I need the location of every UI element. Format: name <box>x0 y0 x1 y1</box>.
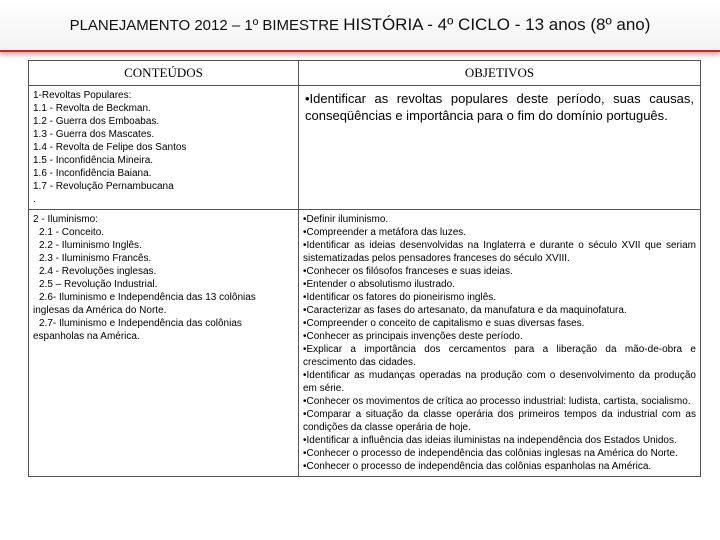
content-line: 1.5 - Inconfidência Mineira. <box>33 155 154 166</box>
page-title-part2: HISTÓRIA - 4º CICLO - 13 anos (8º ano) <box>343 15 651 34</box>
objective-line: •Identificar as revoltas populares deste período, suas causas, conseqüências e importância para o fim do domínio português. <box>305 91 694 123</box>
objective-line: •Identificar as mudanças operadas na produção com o desenvolvimento da produção em série. <box>303 370 696 394</box>
content-line: 1.7 - Revolução Pernambucana <box>33 181 174 192</box>
objectives-cell <box>299 86 701 210</box>
objective-line: •Identificar os fatores do pioneirismo inglês. <box>303 292 497 303</box>
objective-line: •Explicar a importância dos cercamentos para a liberação da mão-de-obra e crescimento das cidades. <box>303 344 696 368</box>
header-contents: CONTEÚDOS <box>29 61 299 86</box>
objective-line: •Conhecer o processo de independência das colônias inglesas na América do Norte. <box>303 448 678 459</box>
objective-line: •Conhecer as principais invenções deste período. <box>303 331 523 342</box>
content-line: 1.2 - Guerra dos Emboabas. <box>33 116 160 127</box>
content-line: 2.4 - Revoluções inglesas. <box>39 266 157 277</box>
objective-line: •Comparar a situação da classe operária dos primeiros tempos da industrial com as condições da classe operária de hoje. <box>303 409 696 433</box>
page-title <box>70 15 651 35</box>
content-line: 2 - Iluminismo: <box>33 214 99 225</box>
objective-line: •Compreender a metáfora das luzes. <box>303 227 467 238</box>
objectives-cell <box>299 210 701 477</box>
content-line: 1-Revoltas Populares: <box>33 90 132 101</box>
objective-line: •Identificar a influência das ideias iluministas na independência dos Estados Unidos. <box>303 435 677 446</box>
objective-line: •Definir iluminismo. <box>303 214 389 225</box>
content-line: . <box>33 194 36 205</box>
content-line: 2.5 – Revolução Industrial. <box>39 279 158 290</box>
title-banner <box>0 0 720 52</box>
table-row <box>29 86 701 210</box>
contents-cell <box>29 86 299 210</box>
objective-line: •Conhecer o processo de independência das colônias espanholas na América. <box>303 461 652 472</box>
objective-line: •Conhecer os filósofos franceses e suas ideias. <box>303 266 513 277</box>
content-line: 1.3 - Guerra dos Mascates. <box>33 129 155 140</box>
objective-line: •Compreender o conceito de capitalismo e suas diversas fases. <box>303 318 585 329</box>
page-title-part1: PLANEJAMENTO 2012 – 1º BIMESTRE <box>69 17 344 34</box>
content-line: 2.1 - Conceito. <box>39 227 105 238</box>
content-line: 2.2 - Iluminismo Inglês. <box>39 240 142 251</box>
objective-line: •Identificar as ideias desenvolvidas na Inglaterra e durante o século XVII que seriam sistematizadas pelos pensadores franceses do século XVIII. <box>303 240 696 264</box>
objective-line: •Entender o absolutismo ilustrado. <box>303 279 455 290</box>
content-line: 2.3 - Iluminismo Francês. <box>39 253 152 264</box>
objective-line: •Conhecer os movimentos de crítica ao processo industrial: ludista, cartista, socialismo. <box>303 396 691 407</box>
content-line: 1.4 - Revolta de Felipe dos Santos <box>33 142 187 153</box>
planning-table <box>28 60 701 477</box>
objective-line: •Caracterizar as fases do artesanato, da manufatura e da maquinofatura. <box>303 305 627 316</box>
contents-cell <box>29 210 299 477</box>
table-row <box>29 210 701 477</box>
content-line: 2.6- Iluminismo e Independência das 13 colônias inglesas da América do Norte. <box>33 292 256 316</box>
header-objectives: OBJETIVOS <box>299 61 701 86</box>
content-line: 1.6 - Inconfidência Baiana. <box>33 168 152 179</box>
content-line: 1.1 - Revolta de Beckman. <box>33 103 151 114</box>
content-line: 2.7- Iluminismo e Independência das colônias espanholas na América. <box>33 318 242 342</box>
